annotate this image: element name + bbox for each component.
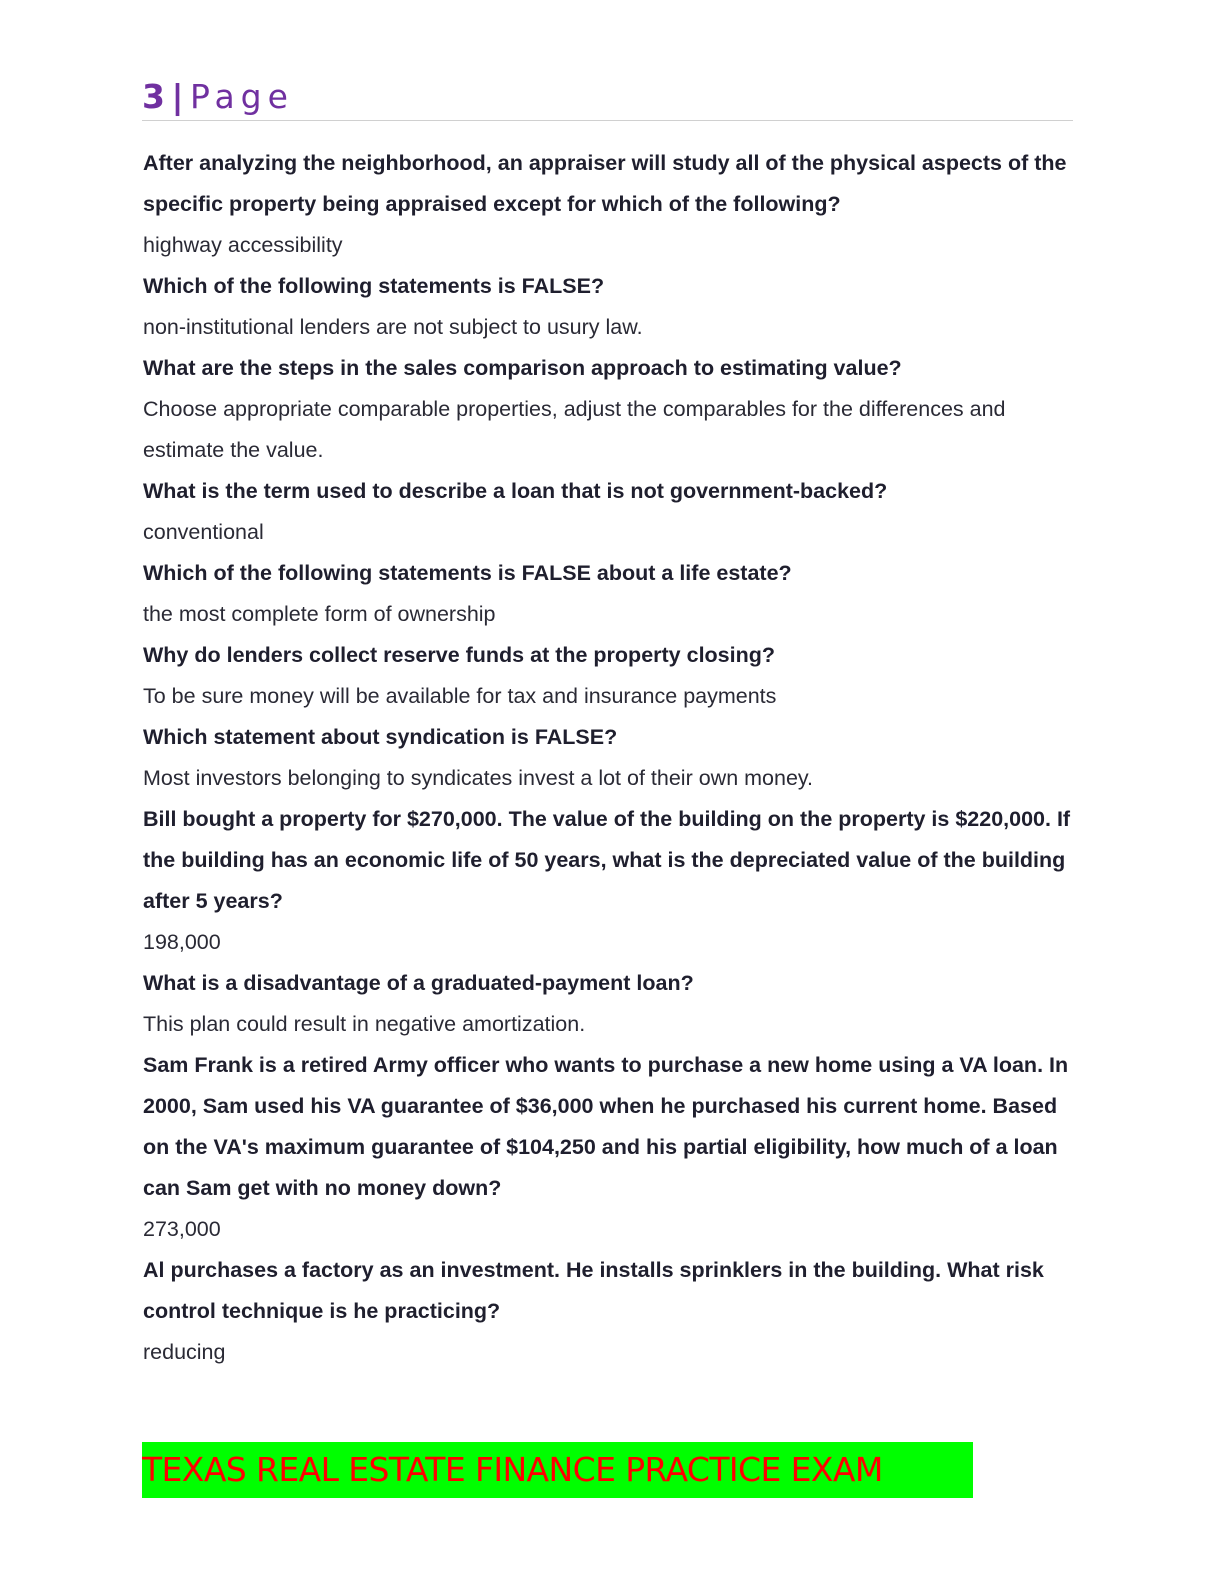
answer-7: Most investors belonging to syndicates invest a lot of their own money. [143,766,814,790]
answer-8: 198,000 [143,930,221,954]
question-10: Sam Frank is a retired Army officer who wants to purchase a new home using a VA loan. In 2000, Sam used his VA guarantee of $36,000 when he purchased his current home. Based on the VA's maximum guarantee of $104,250 and his partial eligibility, how much of a loan can Sam get with no money down? [143,1053,1069,1200]
answer-6: To be sure money will be available for tax and insurance payments [143,684,777,708]
question-1: After analyzing the neighborhood, an appraiser will study all of the physical aspects of the specific property being appraised except for which of the following? [143,151,1067,216]
answer-10: 273,000 [143,1217,221,1241]
page-word: Page [190,77,294,116]
question-11: Al purchases a factory as an investment. He installs sprinklers in the building. What risk control technique is he practicing? [143,1258,1044,1323]
question-3: What are the steps in the sales comparison approach to estimating value? [143,356,902,380]
answer-2: non-institutional lenders are not subject to usury law. [143,315,643,339]
question-4: What is the term used to describe a loan that is not government-backed? [143,479,888,503]
question-7: Which statement about syndication is FALSE? [143,725,618,749]
answer-3: Choose appropriate comparable properties, adjust the comparables for the differences and estimate the value. [143,397,1006,462]
answer-4: conventional [143,520,264,544]
page-number-label [142,76,1073,118]
page-number: 3 [142,77,166,116]
exam-title-banner: TEXAS REAL ESTATE FINANCE PRACTICE EXAM [142,1442,973,1498]
question-answer-list [143,143,1073,1373]
question-2: Which of the following statements is FALSE? [143,274,605,298]
question-9: What is a disadvantage of a graduated-payment loan? [143,971,694,995]
question-8: Bill bought a property for $270,000. The value of the building on the property is $220,000. If the building has an economic life of 50 years, what is the depreciated value of the building after 5 years? [143,807,1071,913]
answer-1: highway accessibility [143,233,343,257]
answer-5: the most complete form of ownership [143,602,496,626]
page-header [142,76,1073,121]
page-separator: | [171,77,185,116]
question-6: Why do lenders collect reserve funds at the property closing? [143,643,776,667]
answer-11: reducing [143,1340,226,1364]
answer-9: This plan could result in negative amortization. [143,1012,586,1036]
question-5: Which of the following statements is FALSE about a life estate? [143,561,792,585]
